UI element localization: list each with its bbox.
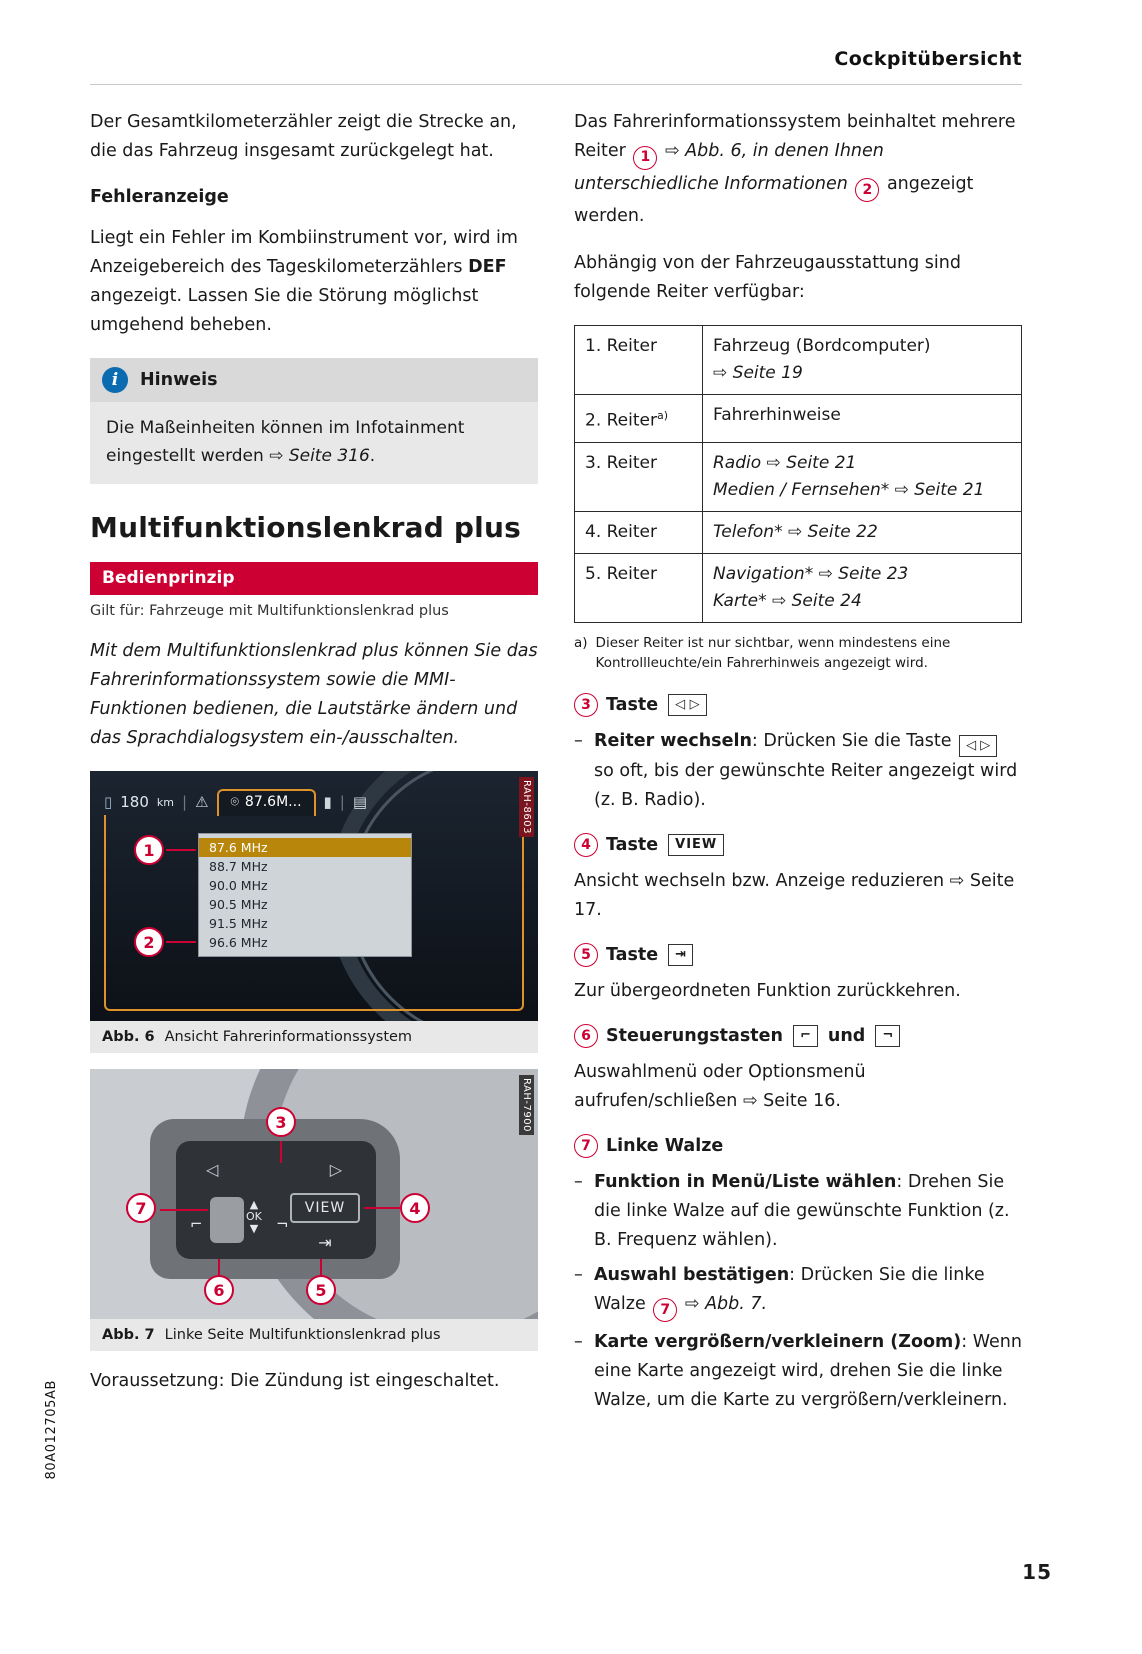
item-4-heading — [574, 833, 1022, 857]
callout-1: 1 — [134, 835, 164, 865]
table-footnote — [574, 633, 1022, 673]
radio-frequency-list[interactable] — [198, 833, 412, 957]
table-cell-tab — [575, 326, 703, 395]
callout-number-3: 3 — [574, 693, 598, 717]
figure-7-label: Abb. 7 — [102, 1327, 155, 1343]
figure-7 — [90, 1069, 538, 1351]
table-cell-content — [703, 395, 1022, 443]
item-6-title: Steuerungstasten — [606, 1025, 783, 1046]
callout-2: 2 — [134, 927, 164, 957]
table-cell-content — [703, 511, 1022, 553]
item-3-title: Taste — [606, 694, 659, 715]
callout-leader-7 — [160, 1209, 208, 1211]
page-title: Multifunktionslenkrad plus — [90, 511, 521, 544]
footnote-marker: a) — [656, 409, 669, 422]
callout-leader-3 — [280, 1141, 282, 1163]
tab-arrow-buttons[interactable] — [194, 1155, 354, 1183]
arrow-left-icon[interactable]: ◁ — [206, 1159, 219, 1179]
info-icon: i — [102, 367, 128, 393]
tab-name: 2. Reiter — [585, 410, 657, 431]
paragraph-odometer: Der Gesamtkilometerzähler zeigt die Strecke an, die das Fahrzeug insgesamt zurückgelegt hat. — [90, 112, 517, 161]
note-header — [90, 358, 538, 402]
applies-to-note: Gilt für: Fahrzeuge mit Multifunktionslenkrad plus — [90, 603, 449, 619]
paragraph-fis-tabs — [574, 108, 1022, 231]
warning-triangle-icon: ⚠ — [195, 793, 209, 811]
ok-text: OK — [246, 1210, 262, 1223]
text-fragment: . — [369, 446, 376, 466]
bullet-lead: Karte vergrößern/verkleinern (Zoom) — [594, 1332, 962, 1353]
bullet-lead: Auswahl bestätigen — [594, 1264, 790, 1285]
item-5-body: Zur übergeordneten Funktion zurückkehren. — [574, 980, 961, 1001]
item-4-body — [574, 867, 1022, 925]
table-row — [575, 395, 1022, 443]
figure-7-caption-text: Linke Seite Multifunktionslenkrad plus — [164, 1327, 441, 1343]
left-column — [90, 108, 538, 1414]
radio-antenna-icon: ⌾ — [230, 793, 239, 810]
ok-button-label: ▲ OK ▼ — [246, 1198, 262, 1235]
callout-number-4: 4 — [574, 833, 598, 857]
mileage-icon: ▯ — [104, 793, 113, 811]
back-button[interactable]: ⇥ — [318, 1232, 332, 1252]
note-box — [90, 358, 538, 484]
tab-name: 1. Reiter — [585, 336, 657, 356]
table-cell-content — [703, 326, 1022, 395]
phone-icon: ▮ — [323, 793, 332, 811]
paragraph-fehleranzeige — [90, 224, 538, 340]
callout-number-7: 7 — [574, 1134, 598, 1158]
text-fragment: Das Fahrerinformationssystem beinhaltet mehrere Reiter — [574, 112, 1016, 161]
list-item[interactable]: 87.6 MHz — [199, 838, 411, 857]
driver-information-system-illustration — [90, 771, 538, 1021]
table-row — [575, 326, 1022, 395]
list-item[interactable]: 90.0 MHz — [209, 878, 268, 893]
list-item — [574, 1261, 1022, 1323]
list-item[interactable]: 91.5 MHz — [209, 916, 268, 931]
item-6-heading — [574, 1024, 1022, 1048]
tab-name: 3. Reiter — [585, 452, 657, 473]
text-fragment: : Drücken Sie die linke Walze — [594, 1264, 985, 1314]
callout-7: 7 — [126, 1193, 156, 1223]
figure-6 — [90, 771, 538, 1053]
note-text — [90, 402, 538, 470]
table-cell-tab — [575, 511, 703, 553]
back-key-icon: ⇥ — [668, 944, 693, 966]
content-line[interactable]: Navigation* ⇨ Seite 23 — [713, 563, 909, 584]
item-5-title: Taste — [606, 944, 659, 965]
table-cell-tab — [575, 442, 703, 511]
paragraph-available-tabs: Abhängig von der Fahrzeugausstattung sind folgende Reiter verfügbar: — [574, 253, 961, 302]
conjunction: und — [827, 1025, 866, 1046]
fis-tab-label: 87.6M... — [244, 793, 302, 810]
control-button-right-icon[interactable]: ¬ — [276, 1215, 289, 1233]
callout-number-5: 5 — [574, 943, 598, 967]
bullet-lead: Funktion in Menü/Liste wählen — [594, 1171, 897, 1192]
table-row — [575, 553, 1022, 622]
callout-4: 4 — [400, 1193, 430, 1223]
table-cell-content — [703, 442, 1022, 511]
view-key-icon: VIEW — [668, 834, 724, 856]
divider-icon-2: | — [339, 793, 345, 811]
figure-6-image — [90, 771, 538, 1021]
tab-name: 4. Reiter — [585, 521, 657, 542]
item-5-heading — [574, 943, 1022, 967]
divider-icon: | — [182, 793, 188, 811]
callout-5: 5 — [306, 1275, 336, 1305]
control-button-left-icon[interactable]: ⌐ — [190, 1215, 203, 1233]
footnote-text: Dieser Reiter ist nur sichtbar, wenn mindestens eine Kontrollleuchte/ein Fahrerhinweis angezeigt wird. — [595, 634, 951, 671]
map-icon: ▤ — [352, 793, 368, 811]
bullet-lead: Reiter wechseln — [594, 730, 752, 751]
item-3-bullets — [574, 727, 1022, 815]
text-fragment: Ansicht wechseln bzw. Anzeige reduzieren ⇨ Seite 17. — [574, 870, 1015, 920]
item-7-heading — [574, 1134, 1022, 1158]
list-item[interactable]: 90.5 MHz — [209, 897, 268, 912]
text-fragment: : Drücken Sie die Taste — [751, 730, 958, 751]
item-3-heading — [574, 693, 1022, 717]
tabs-table — [574, 325, 1022, 623]
text-fragment: angezeigt werden. — [574, 173, 974, 226]
content-line[interactable]: Telefon* ⇨ Seite 22 — [713, 521, 878, 542]
callout-leader-2 — [166, 941, 196, 943]
figure-7-caption — [90, 1319, 538, 1351]
right-column — [574, 108, 1022, 1421]
fis-active-tab-radio[interactable] — [217, 789, 316, 816]
callout-3: 3 — [266, 1107, 296, 1137]
tab-arrow-key-icon: ◁ ▷ — [668, 694, 707, 716]
item-7-title: Linke Walze — [606, 1135, 724, 1156]
item-7-bullets — [574, 1168, 1022, 1416]
list-item[interactable]: 88.7 MHz — [209, 859, 268, 874]
intro-paragraph: Mit dem Multifunktionslenkrad plus können Sie das Fahrerinformationssystem sowie die MMI-Funktionen bedienen, die Lautstärke ändern und das Sprachdialogsystem ein-/ausschalten. — [90, 641, 538, 748]
text-fragment: Die Maßeinheiten können im Infotainment eingestellt werden — [106, 418, 465, 466]
callout-ref-2: 2 — [855, 178, 879, 202]
callout-leader-4 — [364, 1207, 400, 1209]
figure-reference-7[interactable]: ⇨ Abb. 7. — [679, 1293, 768, 1314]
table-row — [575, 511, 1022, 553]
control-key-left-icon: ⌐ — [793, 1025, 818, 1047]
table-cell-tab — [575, 553, 703, 622]
table-cell-content — [703, 553, 1022, 622]
callout-ref-7: 7 — [653, 1298, 677, 1322]
table-cell-tab — [575, 395, 703, 443]
callout-ref-1: 1 — [633, 146, 657, 170]
page-reference[interactable]: ⇨ Seite 19 — [713, 363, 803, 383]
footnote-marker-a: a) — [574, 634, 588, 651]
section-banner-bedienprinzip: Bedienprinzip — [90, 562, 538, 595]
tab-arrow-key-icon: ◁ ▷ — [959, 735, 997, 757]
list-item — [574, 727, 1022, 815]
figure-7-code: RAH-7900 — [519, 1075, 534, 1135]
item-4-title: Taste — [606, 834, 659, 855]
figure-reference-6[interactable]: ⇨ Abb. 6, in denen Ihnen unterschiedliche Informationen — [574, 141, 884, 194]
control-key-right-icon: ¬ — [875, 1025, 900, 1047]
content-line[interactable]: Radio ⇨ Seite 21 — [713, 452, 857, 473]
steering-wheel-illustration — [90, 1069, 538, 1319]
callout-6: 6 — [204, 1275, 234, 1305]
item-6-body: Auswahlmenü oder Optionsmenü aufrufen/schließen ⇨ Seite 16. — [574, 1061, 866, 1111]
text-fragment: angezeigt. Lassen Sie die Störung möglichst umgehend beheben. — [90, 286, 479, 335]
content-line: Fahrzeug (Bordcomputer) — [713, 336, 931, 356]
page-number: 15 — [1022, 1560, 1052, 1584]
figure-6-label: Abb. 6 — [102, 1029, 155, 1045]
content-line[interactable]: Medien / Fernsehen* ⇨ Seite 21 — [713, 479, 985, 500]
content-line: Fahrerhinweise — [713, 405, 841, 425]
callout-number-6: 6 — [574, 1024, 598, 1048]
figure-6-caption — [90, 1021, 538, 1053]
list-item — [574, 1328, 1022, 1415]
odometer-value: 180 — [120, 793, 149, 811]
cross-reference[interactable]: ⇨ Seite 316 — [269, 446, 370, 466]
def-code: DEF — [468, 257, 507, 277]
content-line[interactable]: Karte* ⇨ Seite 24 — [713, 590, 862, 611]
callout-leader-1 — [166, 849, 196, 851]
view-button[interactable]: VIEW — [290, 1193, 360, 1223]
text-fragment: : Drehen Sie die linke Walze auf die gewünschte Funktion (z. B. Frequenz wählen). — [594, 1171, 1010, 1250]
list-item — [574, 1168, 1022, 1255]
header-divider — [90, 84, 1022, 85]
arrow-right-icon[interactable]: ▷ — [329, 1159, 342, 1179]
page-header-chapter: Cockpitübersicht — [834, 48, 1022, 70]
note-title: Hinweis — [140, 370, 218, 390]
left-thumbwheel[interactable] — [210, 1197, 244, 1243]
text-fragment: : Wenn eine Karte angezeigt wird, drehen Sie die linke Walze, um die Karte zu vergrößern/verkleinern. — [594, 1332, 1022, 1411]
text-fragment: so oft, bis der gewünschte Reiter angezeigt wird (z. B. Radio). — [594, 760, 1018, 810]
heading-fehleranzeige: Fehleranzeige — [90, 187, 229, 207]
odometer-unit: km — [156, 795, 174, 809]
figure-6-code: RAH-8603 — [519, 777, 534, 837]
table-row — [575, 442, 1022, 511]
closing-paragraph: Voraussetzung: Die Zündung ist eingeschaltet. — [90, 1371, 500, 1391]
list-item[interactable]: 96.6 MHz — [209, 935, 268, 950]
fis-status-bar — [104, 785, 524, 819]
figure-6-caption-text: Ansicht Fahrerinformationssystem — [164, 1029, 413, 1045]
text-fragment: Liegt ein Fehler im Kombiinstrument vor, wird im Anzeigebereich des Tageskilometerzählers — [90, 228, 518, 277]
tab-name: 5. Reiter — [585, 563, 657, 584]
figure-7-image — [90, 1069, 538, 1319]
spine-document-code: 80A012705AB — [44, 1380, 59, 1480]
